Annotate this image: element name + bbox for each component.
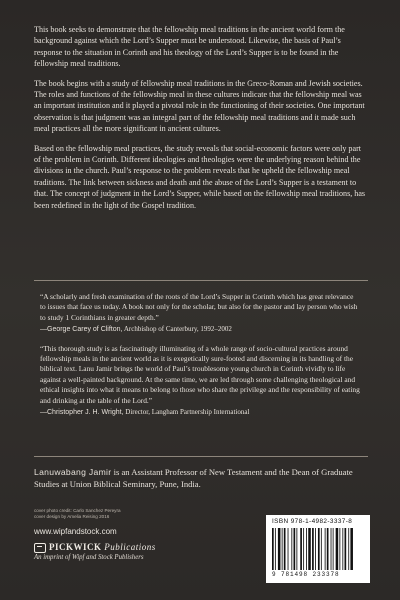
endorsement-attribution xyxy=(40,407,360,418)
isbn-label: ISBN 978-1-4982-3337-8 xyxy=(272,518,353,525)
publisher-imprint: An imprint of Wipf and Stock Publishers xyxy=(34,554,144,561)
endorsement-attribution xyxy=(40,324,360,335)
endorsement-quote: “This thorough study is as fascinatingly illuminating of a whole range of socio-cultural practices around fellowship meals in the ancient world as it is exegetically sure-footed and discerning in its handling of the biblical text. Lanu Jamir brings the world of Paul’s troublesome young church in Corinth vividly to life against a well-painted background. At the same time, we are led through some challenging theological and ethical insights into what it means to belong to those who share the privilege and the responsibility of eating and drinking at the table of the Lord.” xyxy=(40,343,360,405)
author-bio-text: is an Assistant Professor of New Testament and the Dean of Graduate Studies at Union Biblical Seminary, Pune, India. xyxy=(34,467,353,489)
publisher-website: www.wipfandstock.com xyxy=(34,527,117,536)
endorsement-quote: “A scholarly and fresh examination of the roots of the Lord’s Supper in Corinth which has great relevance to issues that face us today. A book not only for the scholar, but also for the pastor and lay person who wish to study 1 Corinthians in greater depth.” xyxy=(40,292,358,322)
author-name: Lanuwabang Jamir xyxy=(34,467,112,477)
barcode-bars-icon xyxy=(272,528,364,570)
endorser-title: Director, Langham Partnership International xyxy=(125,408,250,417)
publisher-name-italic: Publications xyxy=(104,542,156,552)
author-bio xyxy=(34,466,368,490)
description-paragraph: Based on the fellowship meal practices, the study reveals that social-economic factors were only part of the problem in Corinth. Different ideologies and theologies were the underlying reason behind the divisions in the church. Paul’s response to the problem reveals that he upheld the fellowship meal traditions. The link between sickness and death and the abuse of the Lord’s Supper is a testament to that. The concept of judgment in the Lord’s Supper, while based on the fellowship meal traditions, has been redefined in the light of the Gospel tradition. xyxy=(34,143,366,210)
endorsements xyxy=(40,292,360,426)
publisher-name-bold: PICKWICK xyxy=(49,542,102,552)
cover-credits xyxy=(34,508,121,520)
design-credit: cover design by Amelia Reising 2016 xyxy=(34,514,110,519)
description-paragraph: This book seeks to demonstrate that the fellowship meal traditions in the ancient world form the background against which the Lord’s Supper must be understood. Likewise, the basis of Paul’s response to the situation in Corinth and his theology of the Lord’s Supper is to be found in the fellowship meal traditions. xyxy=(34,25,345,69)
endorser-name: —Christopher J. H. Wright, xyxy=(40,409,124,417)
description-paragraph: The book begins with a study of fellowship meal traditions in the Greco-Roman and Jewish societies. The roles and functions of the fellowship meal in these cultures indicate that the fellowship meal was an important institution and it played a pivotal role in the functioning of their societies. One important observation is that judgment was an integral part of the fellowship meal traditions and it made such meal practices all the more significant in ancient cultures. xyxy=(34,78,365,134)
book-logo-icon xyxy=(34,543,46,553)
endorser-name: —George Carey of Clifton, xyxy=(40,326,123,334)
photo-credit: cover photo credit: Carlo Sanchez Pereyra xyxy=(34,508,121,513)
endorsement xyxy=(40,292,360,336)
barcode-digits: 9 781498 233378 xyxy=(272,571,340,578)
endorsement xyxy=(40,344,360,419)
endorser-title: Archbishop of Canterbury, 1992–2002 xyxy=(123,325,232,334)
divider-bottom xyxy=(34,456,368,457)
publisher-logo xyxy=(34,542,156,553)
barcode xyxy=(266,515,370,583)
book-description xyxy=(34,24,368,219)
divider-top xyxy=(34,280,368,281)
